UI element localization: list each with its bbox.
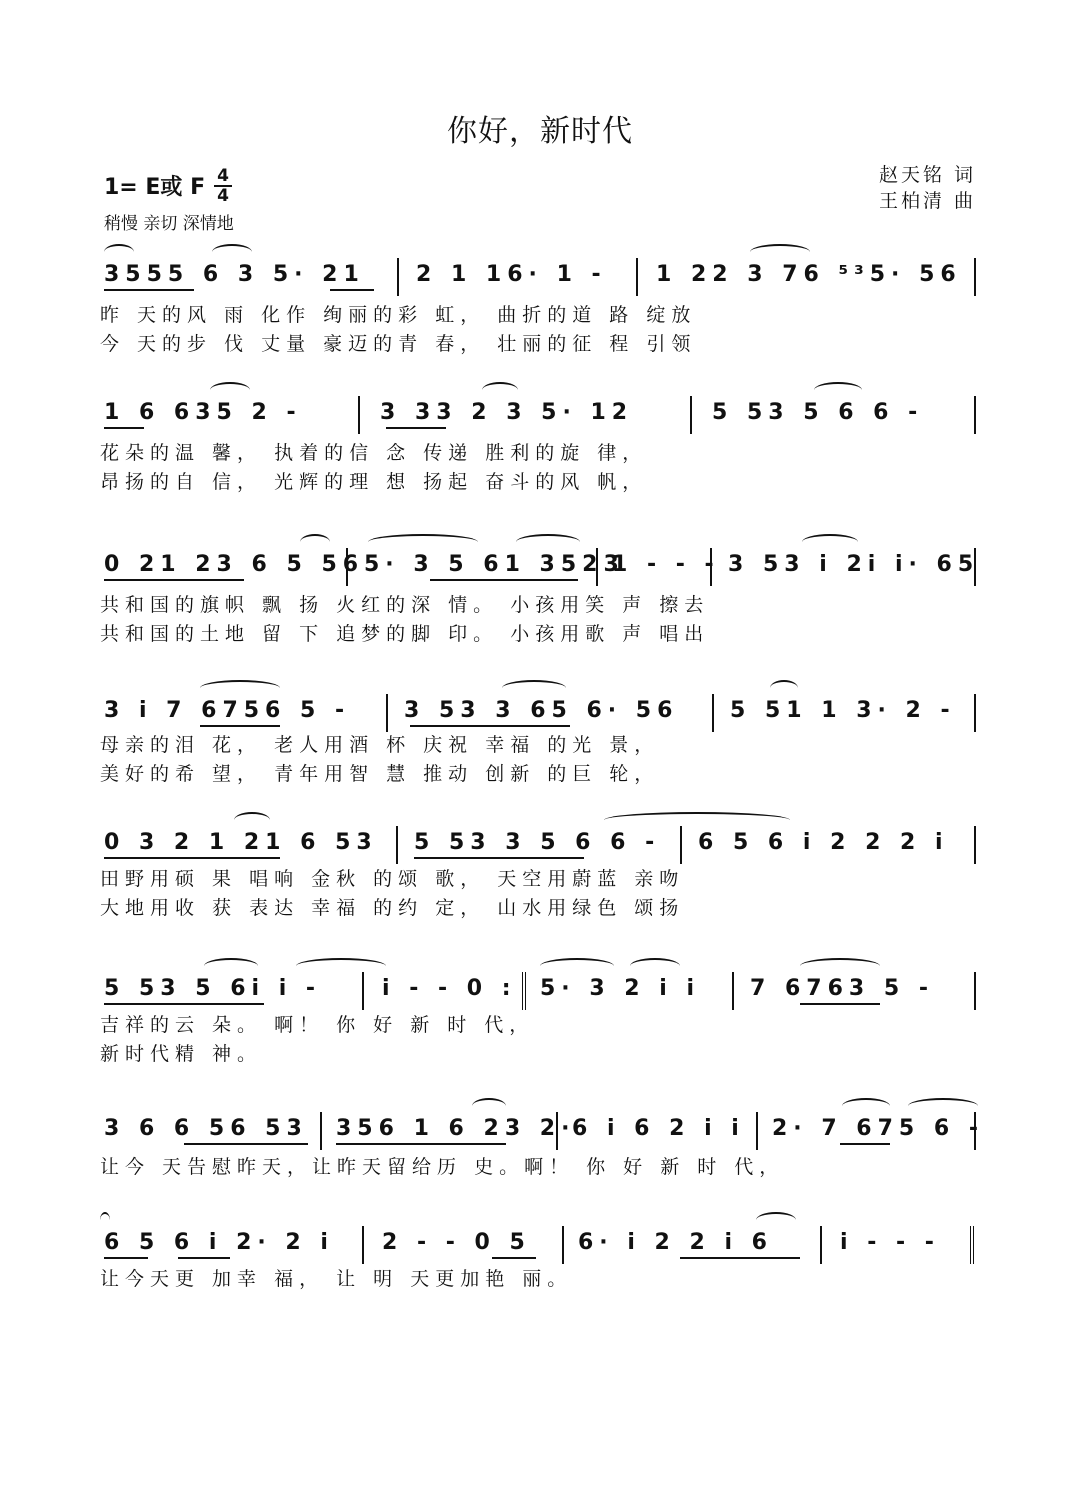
barline — [562, 1226, 564, 1264]
notation-line — [100, 400, 980, 440]
measure-notes: 6 5 6 i 2 2 2 i — [698, 830, 949, 855]
lyrics-verse-2: 共和国的土地 留 下 追梦的脚 印。 小孩用歌 声 唱出 — [100, 623, 710, 645]
notation-line — [100, 1116, 984, 1156]
barline — [320, 1112, 322, 1150]
measure-notes: 7 6763 5 - — [750, 976, 934, 1001]
barline — [974, 972, 976, 1010]
notation-line — [100, 262, 980, 302]
measure-notes: 5· 3 5 61 3523 — [364, 552, 625, 577]
barline — [397, 258, 399, 296]
measure-notes: 356 1 6 23 2· — [336, 1116, 576, 1141]
lyrics-verse-1: 让今天更 加幸 福， 让 明 天更加艳 丽。 — [100, 1268, 573, 1290]
measure-notes: 0 3 2 1 21 6 53 — [104, 830, 378, 855]
lyricist-credit: 赵天铭 词 — [878, 164, 976, 186]
measure-notes: 2· 7 675 6 - — [772, 1116, 984, 1141]
lyrics-verse-2: 今 天的步 伐 丈量 豪迈的青 春， 壮丽的征 程 引领 — [100, 333, 697, 355]
measure-notes: 3 i 7 6756 5 - — [104, 698, 351, 723]
barline — [974, 826, 976, 864]
lyrics-verse-2: 大地用收 获 表达 幸福 的约 定， 山水用绿色 颂扬 — [100, 897, 685, 919]
barline — [974, 396, 976, 434]
barline — [732, 972, 734, 1010]
lyrics-verse-1: 田野用硕 果 唱响 金秋 的颂 歌， 天空用蔚蓝 亲吻 — [100, 868, 685, 890]
measure-notes: 5 53 5 6i i - — [104, 976, 322, 1001]
barline — [362, 972, 364, 1010]
barline — [680, 826, 682, 864]
barline — [974, 548, 976, 586]
measure-notes: 6· i 2 2 i 6 — [578, 1230, 773, 1255]
measure-notes: 5 53 5 6 6 - — [712, 400, 924, 425]
key-signature: 1= E或 F — [104, 175, 206, 200]
barline — [712, 694, 714, 732]
measure-notes: i - - 0 : — [382, 976, 517, 1001]
barline — [820, 1226, 822, 1264]
time-signature-bottom: 4 — [217, 186, 229, 206]
song-title: 你好，新时代 — [447, 114, 633, 149]
lyrics-verse-2: 美好的希 望， 青年用智 慧 推动 创新 的巨 轮， — [100, 763, 660, 785]
lyrics-verse-2: 昂扬的自 信， 光辉的理 想 扬起 奋斗的风 帆， — [100, 471, 648, 493]
barline — [596, 548, 598, 586]
measure-notes: 3 33 2 3 5· 12 — [380, 400, 634, 425]
barline — [974, 1112, 976, 1150]
time-signature — [214, 168, 232, 204]
barline — [756, 1112, 758, 1150]
measure-notes: 5· 3 2 i i — [540, 976, 700, 1001]
time-signature-top: 4 — [217, 166, 229, 186]
measure-notes: 3 6 6 56 53 — [104, 1116, 308, 1141]
barline — [396, 826, 398, 864]
measure-notes: 2 1 16· 1 - — [416, 262, 607, 287]
final-barline — [970, 1226, 978, 1264]
measure-notes: 0 21 23 6 5 56 — [104, 552, 365, 577]
composer-credit: 王柏清 曲 — [878, 190, 976, 212]
measure-notes: 1 - - - — [612, 552, 720, 577]
lyrics-verse-1: 吉祥的云 朵。 啊！ 你 好 新 时 代， — [100, 1014, 535, 1036]
measure-notes: 3555 6 3 5· 21 — [104, 262, 365, 287]
measure-notes: 5 53 3 5 6 6 - — [414, 830, 661, 855]
barline — [636, 258, 638, 296]
measure-notes: 2 - - 0 5 — [382, 1230, 531, 1255]
barline — [974, 694, 976, 732]
tempo-marking: 稍慢 亲切 深情地 — [104, 214, 234, 234]
barline — [362, 1226, 364, 1264]
measure-notes: i - - - — [840, 1230, 940, 1255]
barline — [690, 396, 692, 434]
barline — [710, 548, 712, 586]
measure-notes: 6 i 6 2 i i — [572, 1116, 745, 1141]
measure-notes: 1 22 3 76 ⁵³5· 56 — [656, 262, 962, 287]
lyrics-verse-2: 新时代精 神。 — [100, 1043, 263, 1065]
lyrics-verse-1: 让今 天告慰昨天，让昨天留给历 史。啊！ 你 好 新 时 代， — [100, 1156, 785, 1178]
barline — [358, 396, 360, 434]
measure-notes: 3 53 i 2i i· 65 — [728, 552, 980, 577]
measure-notes: 1 6 635 2 - — [104, 400, 302, 425]
measure-notes: 5 51 1 3· 2 - — [730, 698, 956, 723]
lyrics-verse-1: 母亲的泪 花， 老人用酒 杯 庆祝 幸福 的光 景， — [100, 734, 660, 756]
repeat-barline — [522, 972, 530, 1010]
lyrics-verse-1: 共和国的旗帜 飘 扬 火红的深 情。 小孩用笑 声 擦去 — [100, 594, 710, 616]
lyrics-verse-1: 昨 天的风 雨 化作 绚丽的彩 虹， 曲折的道 路 绽放 — [100, 304, 697, 326]
barline — [974, 258, 976, 296]
barline — [386, 694, 388, 732]
barline — [346, 548, 348, 586]
measure-notes: 3 53 3 65 6· 56 — [404, 698, 679, 723]
barline — [556, 1112, 558, 1150]
measure-notes: 6 5 6 i 2· 2 i — [104, 1230, 334, 1255]
notation-line — [100, 552, 980, 592]
lyrics-verse-1: 花朵的温 馨， 执着的信 念 传递 胜利的旋 律， — [100, 442, 648, 464]
